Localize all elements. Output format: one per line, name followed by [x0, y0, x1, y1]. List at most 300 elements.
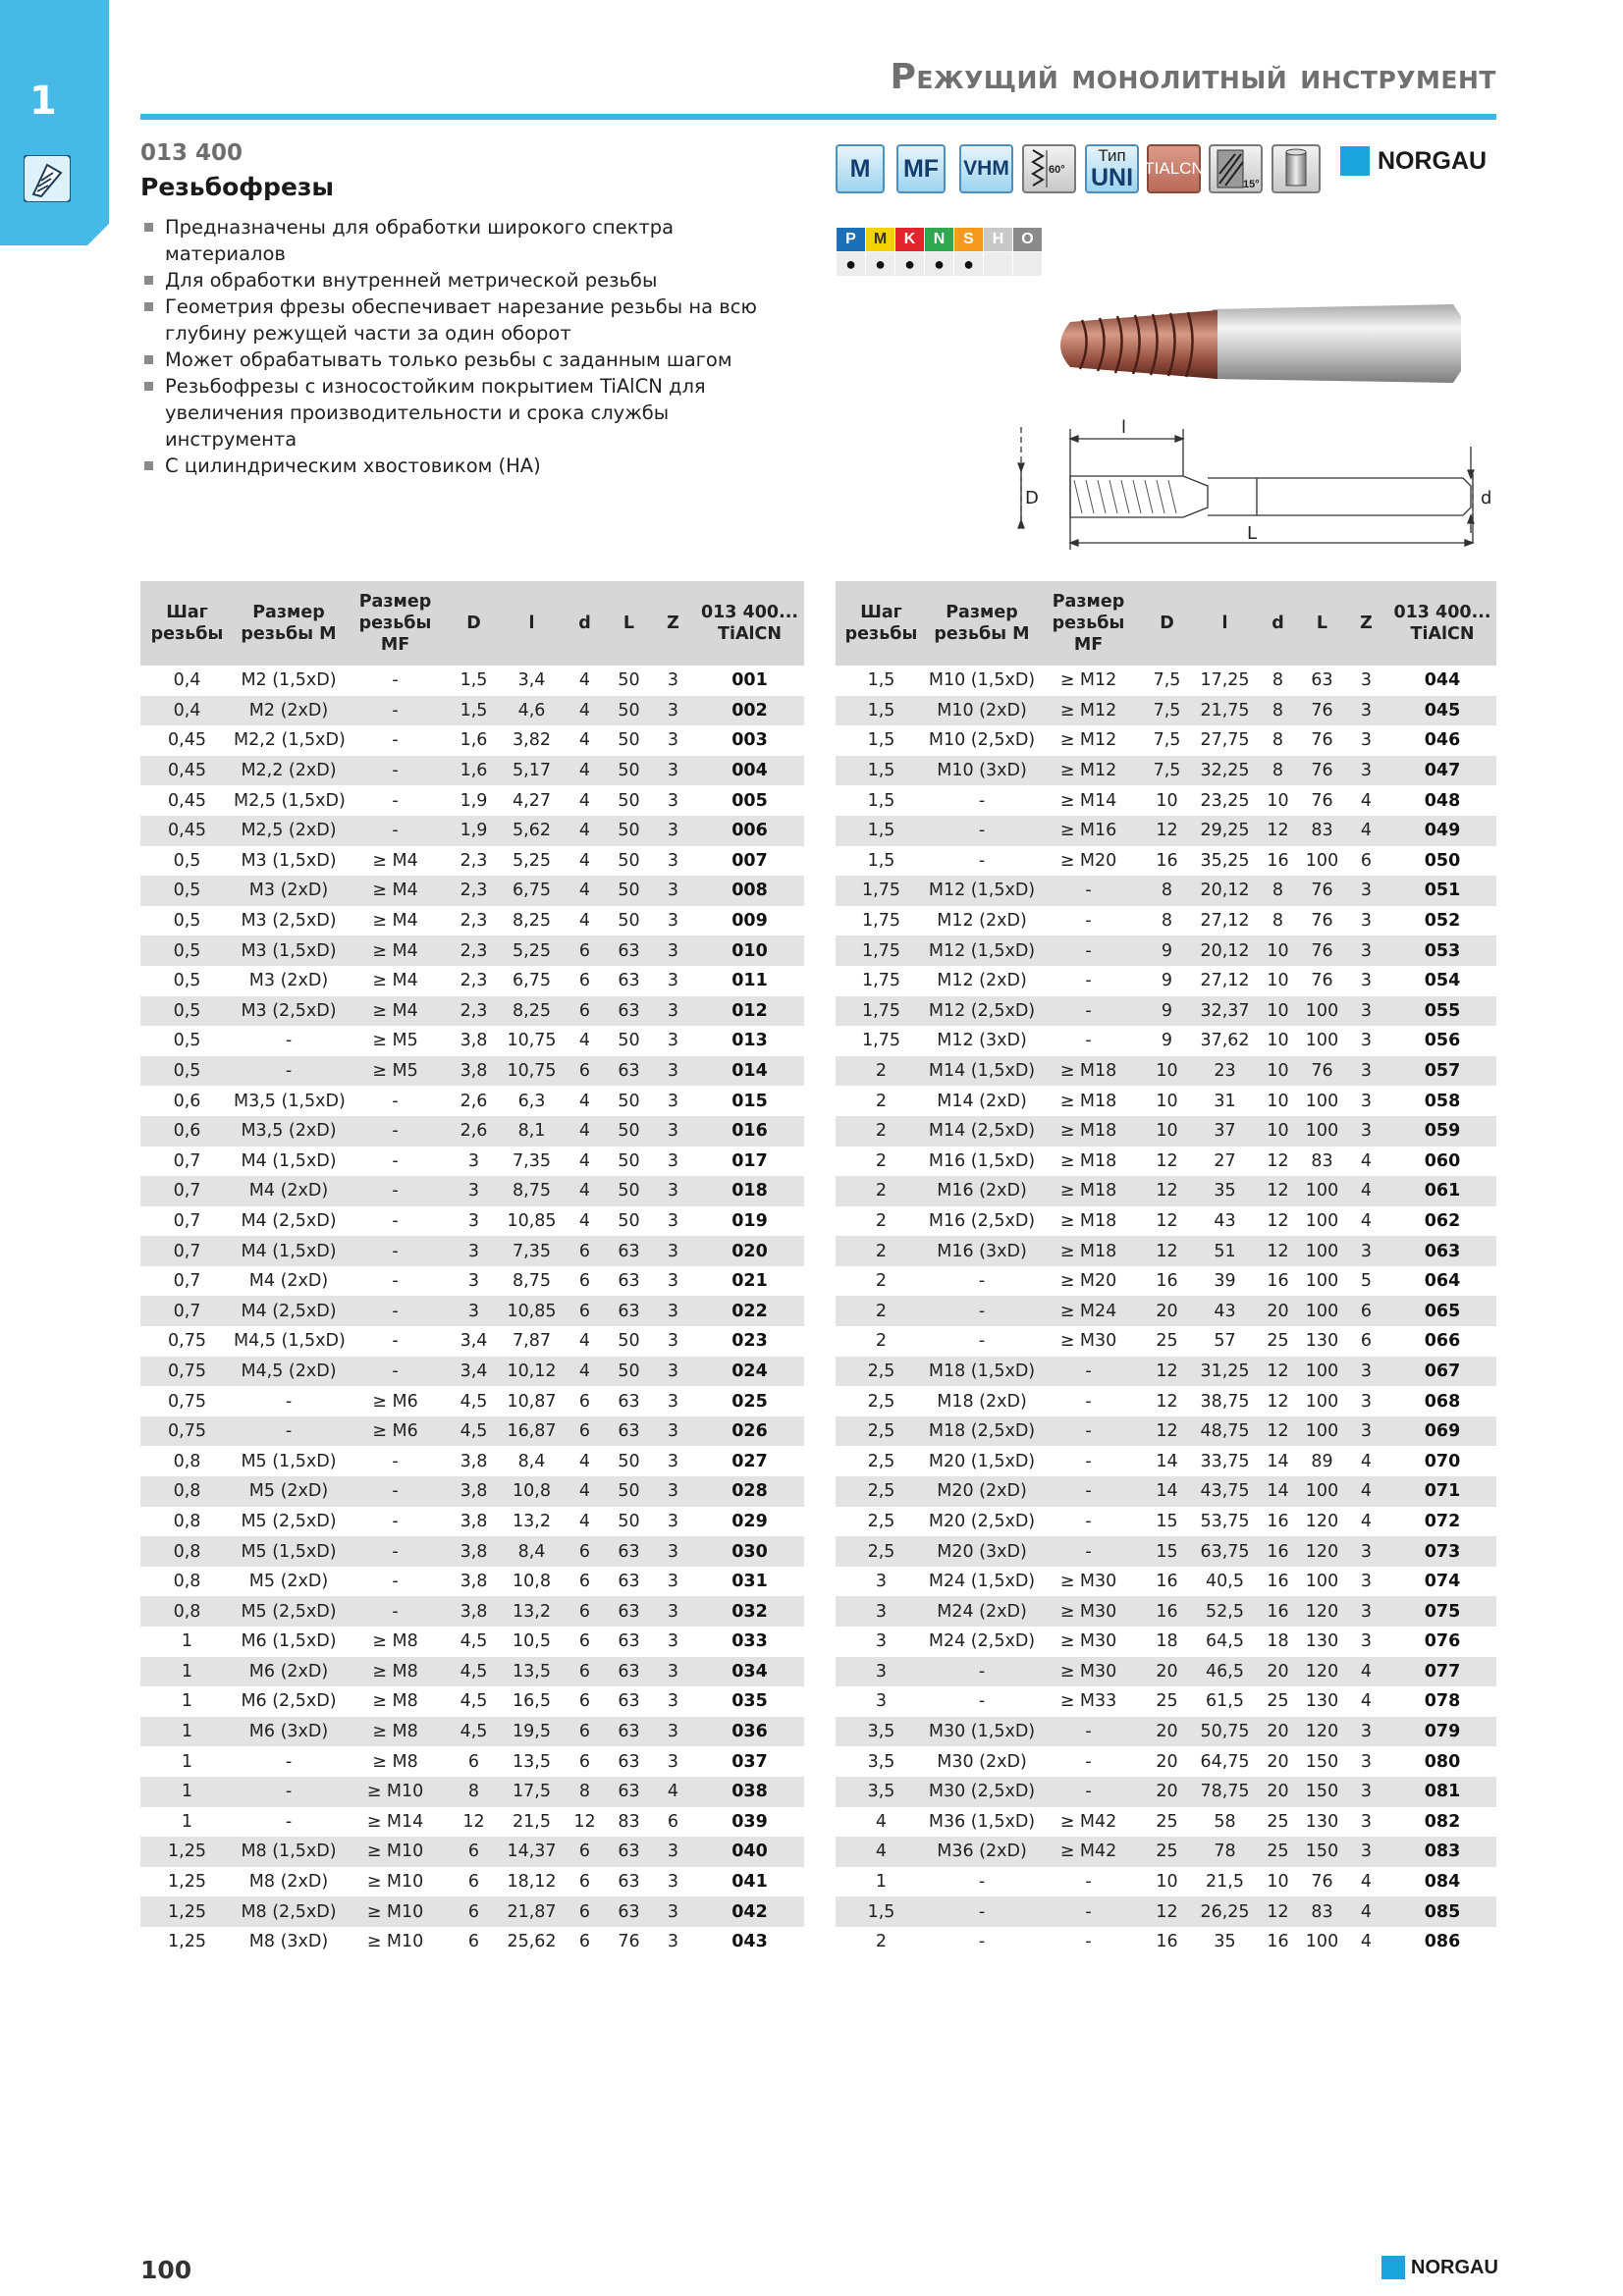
table-cell: 6	[563, 935, 607, 966]
table-cell: 16	[1267, 1511, 1289, 1531]
suitability-dot: ●	[866, 252, 895, 277]
table-cell: 5,25	[501, 935, 563, 966]
table-cell: M5 (1,5xD)	[241, 1451, 337, 1471]
table-cell: M3 (2xD)	[248, 971, 329, 991]
table-cell: 76	[1300, 696, 1344, 726]
table-cell: 50	[607, 756, 651, 786]
diagram-label-d: d	[1481, 488, 1492, 508]
table-cell: 3	[651, 996, 695, 1027]
table-cell: 63	[607, 1536, 651, 1567]
table-cell: 0,6	[140, 1116, 234, 1147]
table-cell: 1,5	[867, 850, 895, 871]
table-row	[836, 1326, 1496, 1357]
article-cell: 079	[1388, 1717, 1496, 1747]
table-cell: 3,8	[460, 1451, 488, 1471]
table-cell: -	[1085, 1872, 1092, 1893]
article-cell: 022	[695, 1296, 804, 1326]
table-cell: 3	[651, 1416, 695, 1447]
article-cell: 030	[695, 1536, 804, 1567]
table-cell: -	[1037, 1896, 1140, 1927]
table-cell: 4,5	[460, 1631, 488, 1652]
table-cell: M36 (2xD)	[927, 1837, 1037, 1867]
table-cell: 3	[467, 1150, 480, 1171]
table-cell: 12	[1140, 1236, 1194, 1266]
table-cell: 63	[618, 1391, 640, 1412]
table-cell: 4	[578, 911, 591, 932]
table-cell: 100	[1300, 1236, 1344, 1266]
table-cell: 3,4	[517, 670, 546, 691]
spec-table-left	[140, 581, 804, 1957]
table-cell: 0,8	[173, 1451, 201, 1471]
page-header-title: Режущий монолитный инструмент	[890, 57, 1496, 97]
table-cell: 6	[1360, 850, 1373, 871]
table-cell: 63	[607, 1296, 651, 1326]
table-cell: 1,5	[836, 756, 927, 786]
table-cell: -	[344, 1176, 447, 1206]
table-cell: 76	[1300, 876, 1344, 906]
table-cell: 3	[1360, 1631, 1373, 1652]
table-cell: 4,5	[460, 1691, 488, 1712]
table-cell: M6 (2,5xD)	[241, 1691, 337, 1712]
col-article: 013 400... TiAlCN	[695, 581, 804, 666]
table-cell: M4 (2,5xD)	[234, 1296, 344, 1326]
table-cell: 50	[607, 1176, 651, 1206]
table-cell: 6	[578, 1751, 591, 1772]
table-cell: M18 (1,5xD)	[927, 1357, 1037, 1387]
table-row	[836, 1357, 1496, 1387]
table-cell: 3	[651, 1717, 695, 1747]
table-cell: 63	[1311, 670, 1333, 691]
table-cell: M20 (2xD)	[927, 1476, 1037, 1507]
table-cell: 3	[651, 1296, 695, 1326]
table-cell: M4 (2xD)	[234, 1176, 344, 1206]
table-cell: 100	[1300, 1116, 1344, 1147]
article-cell: 037	[731, 1751, 768, 1772]
table-cell: M5 (2xD)	[248, 1572, 329, 1592]
article-cell: 036	[695, 1717, 804, 1747]
table-cell: ≥ M33	[1059, 1691, 1117, 1712]
table-cell: 0,8	[173, 1511, 201, 1531]
table-cell: 25	[1256, 1837, 1300, 1867]
table-cell: -	[1085, 971, 1092, 991]
table-row	[836, 876, 1496, 906]
table-cell: 6	[467, 1751, 480, 1772]
table-cell: ≥ M14	[1059, 790, 1117, 811]
table-cell: 3	[651, 1896, 695, 1927]
table-cell: ≥ M10	[366, 1932, 424, 1952]
table-row	[140, 1837, 804, 1867]
table-cell: 3	[467, 1271, 480, 1292]
article-cell: 043	[731, 1932, 768, 1952]
table-cell: 1,25	[140, 1896, 234, 1927]
col-Z: Z	[651, 581, 695, 666]
table-cell: 3	[667, 911, 679, 932]
table-cell: 50	[618, 790, 640, 811]
table-cell: ≥ M6	[344, 1416, 447, 1447]
diagram-label-D: D	[1025, 488, 1039, 508]
table-cell: 16,5	[513, 1691, 551, 1712]
table-cell: 12	[1256, 1236, 1300, 1266]
table-row	[140, 1206, 804, 1237]
table-cell: 6	[563, 996, 607, 1027]
table-cell: M4,5 (1,5xD)	[234, 1331, 346, 1352]
table-cell: 89	[1311, 1451, 1333, 1471]
table-cell: ≥ M42	[1037, 1837, 1140, 1867]
table-cell: 3	[651, 1236, 695, 1266]
table-cell: 14	[1140, 1476, 1194, 1507]
table-cell: 1,75	[836, 996, 927, 1027]
table-cell: M4 (2xD)	[248, 1271, 329, 1292]
table-cell: 6	[1360, 1331, 1373, 1352]
end-mill-icon	[24, 155, 71, 202]
article-cell: 013	[731, 1031, 768, 1051]
table-cell: 3	[1360, 971, 1373, 991]
table-cell: -	[1037, 1357, 1140, 1387]
table-cell: 76	[1300, 1056, 1344, 1087]
shank-icon	[1271, 144, 1321, 193]
table-cell: 1,75	[862, 1031, 900, 1051]
col-size-m: Размер резьбы M	[234, 581, 344, 666]
svg-text:60°: 60°	[1048, 164, 1065, 176]
table-row	[836, 1176, 1496, 1206]
table-cell: M3,5 (1,5xD)	[234, 1091, 346, 1111]
table-cell: 2	[875, 1091, 888, 1111]
table-cell: 0,5	[140, 1056, 234, 1087]
table-cell: 63	[607, 1056, 651, 1087]
table-cell: 0,45	[168, 790, 206, 811]
table-cell: 8,75	[501, 1176, 563, 1206]
article-cell: 080	[1424, 1751, 1461, 1772]
article-cell: 061	[1388, 1176, 1496, 1206]
table-cell: 50	[618, 1331, 640, 1352]
table-cell: 4	[1360, 1210, 1373, 1231]
table-cell: M2,5 (1,5xD)	[234, 790, 346, 811]
table-cell: 100	[1300, 1476, 1344, 1507]
table-cell: 10	[1267, 1872, 1289, 1893]
article-cell: 046	[1424, 730, 1461, 751]
table-row	[140, 1236, 804, 1266]
table-cell: 3	[1360, 911, 1373, 932]
table-row	[836, 725, 1496, 756]
table-cell: M4 (2,5xD)	[241, 1210, 337, 1231]
table-cell: 20	[1256, 1777, 1300, 1807]
table-cell: 20	[1156, 1751, 1178, 1772]
table-cell: 6	[563, 1296, 607, 1326]
table-cell: 13,2	[501, 1596, 563, 1627]
table-cell: 3	[667, 1091, 679, 1111]
table-cell: 130	[1305, 1691, 1339, 1712]
table-cell: 20	[1267, 1751, 1289, 1772]
table-row	[140, 696, 804, 726]
table-cell: 3	[1344, 1837, 1388, 1867]
table-cell: 100	[1300, 1176, 1344, 1206]
table-cell: 35	[1214, 1932, 1236, 1952]
table-cell: M3 (1,5xD)	[241, 850, 337, 871]
table-cell: 1	[181, 1631, 193, 1652]
table-cell: -	[392, 1210, 399, 1231]
table-cell: 8	[1256, 756, 1300, 786]
table-row	[140, 1567, 804, 1597]
article-cell: 017	[731, 1150, 768, 1171]
table-cell: 16	[1156, 850, 1178, 871]
article-cell: 012	[695, 996, 804, 1027]
article-cell: 075	[1388, 1596, 1496, 1627]
table-cell: 27	[1214, 1150, 1236, 1171]
table-cell: M6 (1,5xD)	[241, 1631, 337, 1652]
table-cell: 4	[563, 696, 607, 726]
table-cell: 8	[1161, 911, 1173, 932]
table-cell: 76	[1311, 971, 1333, 991]
table-cell: ≥ M18	[1037, 1236, 1140, 1266]
table-cell: -	[285, 1391, 293, 1412]
table-cell: 0,8	[173, 1572, 201, 1592]
table-cell: -	[344, 1236, 447, 1266]
article-cell: 067	[1388, 1357, 1496, 1387]
table-cell: -	[392, 1511, 399, 1531]
table-cell: -	[344, 1116, 447, 1147]
table-cell: 1	[140, 1777, 234, 1807]
table-cell: 18	[1156, 1631, 1178, 1652]
table-cell: -	[1085, 911, 1092, 932]
table-cell: 61,5	[1206, 1691, 1244, 1712]
table-cell: 4	[875, 1811, 888, 1832]
badge-coating: TIALCN	[1147, 144, 1201, 193]
table-row	[140, 1717, 804, 1747]
table-cell: 3	[667, 1572, 679, 1592]
table-cell: 10,12	[501, 1357, 563, 1387]
table-cell: 3	[1360, 1811, 1373, 1832]
table-cell: 58	[1214, 1811, 1236, 1832]
table-cell: M6 (3xD)	[234, 1717, 344, 1747]
table-cell: 3	[1344, 1717, 1388, 1747]
table-cell: 3	[651, 696, 695, 726]
table-cell: -	[344, 1296, 447, 1326]
article-cell: 006	[695, 816, 804, 846]
table-cell: -	[1037, 876, 1140, 906]
table-cell: 50	[618, 1511, 640, 1531]
feature-item: Для обработки внутренней метрической резьбы	[142, 267, 790, 294]
table-cell: ≥ M18	[1037, 1056, 1140, 1087]
table-cell: 5,17	[501, 756, 563, 786]
table-cell: -	[1085, 1451, 1092, 1471]
table-cell: 120	[1300, 1596, 1344, 1627]
table-cell: 0,5	[140, 996, 234, 1027]
table-cell: 6	[447, 1837, 501, 1867]
table-cell: 6	[563, 1236, 607, 1266]
material-letters	[837, 228, 1043, 252]
table-row	[140, 1596, 804, 1627]
table-cell: 63	[618, 1691, 640, 1712]
table-cell: 14,37	[501, 1837, 563, 1867]
table-cell: 3,82	[513, 730, 551, 751]
table-row	[140, 1326, 804, 1357]
table-row	[140, 846, 804, 877]
table-cell: -	[1037, 1536, 1140, 1567]
table-row	[140, 1867, 804, 1897]
article-cell: 054	[1424, 971, 1461, 991]
feature-list	[142, 214, 790, 479]
table-cell: M3 (2,5xD)	[241, 911, 337, 932]
table-cell: 29,25	[1194, 816, 1256, 846]
table-cell: 10	[1140, 1116, 1194, 1147]
table-cell: 3	[667, 1691, 679, 1712]
table-cell: 6,75	[513, 971, 551, 991]
table-cell: 3	[1344, 1416, 1388, 1447]
table-cell: 4,5	[460, 1391, 488, 1412]
table-cell: ≥ M6	[372, 1391, 418, 1412]
article-cell: 084	[1424, 1872, 1461, 1893]
table-cell: 3	[1360, 1091, 1373, 1111]
table-cell: 3,8	[460, 1031, 488, 1051]
table-cell: 12	[1156, 1210, 1178, 1231]
brand-logo: NORGAU	[1340, 144, 1487, 178]
table-cell: 1,5	[460, 670, 488, 691]
table-cell: 78	[1194, 1837, 1256, 1867]
table-cell: 120	[1300, 1657, 1344, 1687]
table-cell: 6,75	[501, 876, 563, 906]
table-cell: 3,8	[460, 1511, 488, 1531]
table-cell: -	[234, 1416, 344, 1447]
table-cell: -	[1037, 1777, 1140, 1807]
table-cell: 1,5	[867, 670, 895, 691]
table-cell: 1	[181, 1691, 193, 1712]
table-cell: -	[1085, 1031, 1092, 1051]
table-row	[140, 1296, 804, 1326]
table-cell: 50	[618, 670, 640, 691]
table-row	[836, 1896, 1496, 1927]
table-cell: 120	[1305, 1511, 1339, 1531]
table-cell: M4 (1,5xD)	[234, 1236, 344, 1266]
article-cell: 082	[1424, 1811, 1461, 1832]
table-row	[836, 1536, 1496, 1567]
table-row	[836, 935, 1496, 966]
table-cell: 50	[607, 1116, 651, 1147]
table-cell: 13,5	[513, 1751, 551, 1772]
table-cell: 1,25	[168, 1932, 206, 1952]
table-cell: -	[392, 1572, 399, 1592]
table-cell: 12	[1256, 1176, 1300, 1206]
table-cell: 12	[1140, 816, 1194, 846]
table-cell: 63,75	[1194, 1536, 1256, 1567]
table-cell: -	[344, 816, 447, 846]
table-cell: 3	[447, 1176, 501, 1206]
table-cell: 3	[651, 816, 695, 846]
table-cell: 20	[1256, 1296, 1300, 1326]
col-d: d	[563, 581, 607, 666]
table-cell: 3	[1344, 935, 1388, 966]
table-cell: 12	[573, 1811, 596, 1832]
table-cell: 6	[667, 1811, 679, 1832]
table-cell: 6	[563, 1056, 607, 1087]
table-cell: 5,25	[513, 850, 551, 871]
table-cell: 0,45	[140, 756, 234, 786]
table-cell: ≥ M12	[1059, 670, 1117, 691]
table-cell: 1	[181, 1811, 193, 1832]
table-cell: -	[1037, 1717, 1140, 1747]
table-cell: 100	[1305, 1091, 1339, 1111]
table-cell: 3	[667, 1150, 679, 1171]
table-row	[140, 876, 804, 906]
table-cell: 4	[563, 1357, 607, 1387]
table-cell: 2,5	[867, 1511, 895, 1531]
table-cell: 13,2	[513, 1511, 551, 1531]
article-cell: 009	[731, 911, 768, 932]
table-cell: 10,5	[513, 1631, 551, 1652]
table-cell: 18,12	[507, 1872, 557, 1893]
table-cell: 10	[1156, 1872, 1178, 1893]
table-row	[140, 1086, 804, 1116]
col-Z: Z	[1344, 581, 1388, 666]
table-cell: -	[978, 1691, 986, 1712]
table-cell: 14	[1256, 1476, 1300, 1507]
table-row	[140, 1056, 804, 1087]
table-cell: ≥ M18	[1037, 1116, 1140, 1147]
table-cell: ≥ M12	[1059, 730, 1117, 751]
table-cell: 3	[1360, 1572, 1373, 1592]
table-cell: M5 (1,5xD)	[234, 1536, 344, 1567]
table-cell: 4	[1344, 1896, 1388, 1927]
table-cell: ≥ M16	[1037, 816, 1140, 846]
table-cell: 48,75	[1194, 1416, 1256, 1447]
table-cell: 2	[875, 1331, 888, 1352]
table-row	[140, 756, 804, 786]
feature-item: Может обрабатывать только резьбы с заданным шагом	[142, 347, 790, 373]
table-cell: 100	[1300, 1357, 1344, 1387]
table-cell: 3	[667, 850, 679, 871]
table-row	[140, 816, 804, 846]
table-cell: 35,25	[1200, 850, 1250, 871]
table-cell: M2 (1,5xD)	[241, 670, 337, 691]
table-cell: 12	[1256, 1896, 1300, 1927]
article-cell: 020	[695, 1236, 804, 1266]
table-cell: 8,4	[501, 1536, 563, 1567]
table-cell: 6	[578, 1691, 591, 1712]
article-cell: 069	[1388, 1416, 1496, 1447]
table-cell: 16	[1140, 1596, 1194, 1627]
table-cell: 27,12	[1200, 911, 1250, 932]
table-row	[836, 1686, 1496, 1717]
article-cell: 039	[731, 1811, 768, 1832]
table-cell: 15	[1156, 1511, 1178, 1531]
table-cell: ≥ M4	[344, 876, 447, 906]
table-cell: 38,75	[1200, 1391, 1250, 1412]
table-cell: -	[392, 730, 399, 751]
table-cell: 21,5	[1206, 1872, 1244, 1893]
table-cell: ≥ M20	[1059, 1271, 1117, 1292]
table-cell: 12	[1140, 1357, 1194, 1387]
table-cell: 10	[1256, 1116, 1300, 1147]
footer-brand-logo: NORGAU	[1381, 2256, 1498, 2279]
table-cell: 12	[1267, 1391, 1289, 1412]
table-cell: 50	[607, 1357, 651, 1387]
table-cell: 6	[578, 971, 591, 991]
table-row	[140, 1777, 804, 1807]
table-cell: 3	[1344, 1236, 1388, 1266]
article-cell: 035	[731, 1691, 768, 1712]
table-cell: ≥ M4	[372, 911, 418, 932]
table-row	[140, 1266, 804, 1297]
article-cell: 001	[731, 670, 768, 691]
table-cell: 4	[1360, 1511, 1373, 1531]
table-cell: 7,5	[1153, 670, 1181, 691]
table-cell: 76	[1311, 911, 1333, 932]
table-cell: 26,25	[1194, 1896, 1256, 1927]
table-cell: 4	[578, 1210, 591, 1231]
table-cell: 3	[875, 1572, 888, 1592]
table-cell: 4	[1344, 1476, 1388, 1507]
table-cell: M14 (1,5xD)	[927, 1056, 1037, 1087]
table-cell: 10	[1267, 971, 1289, 991]
